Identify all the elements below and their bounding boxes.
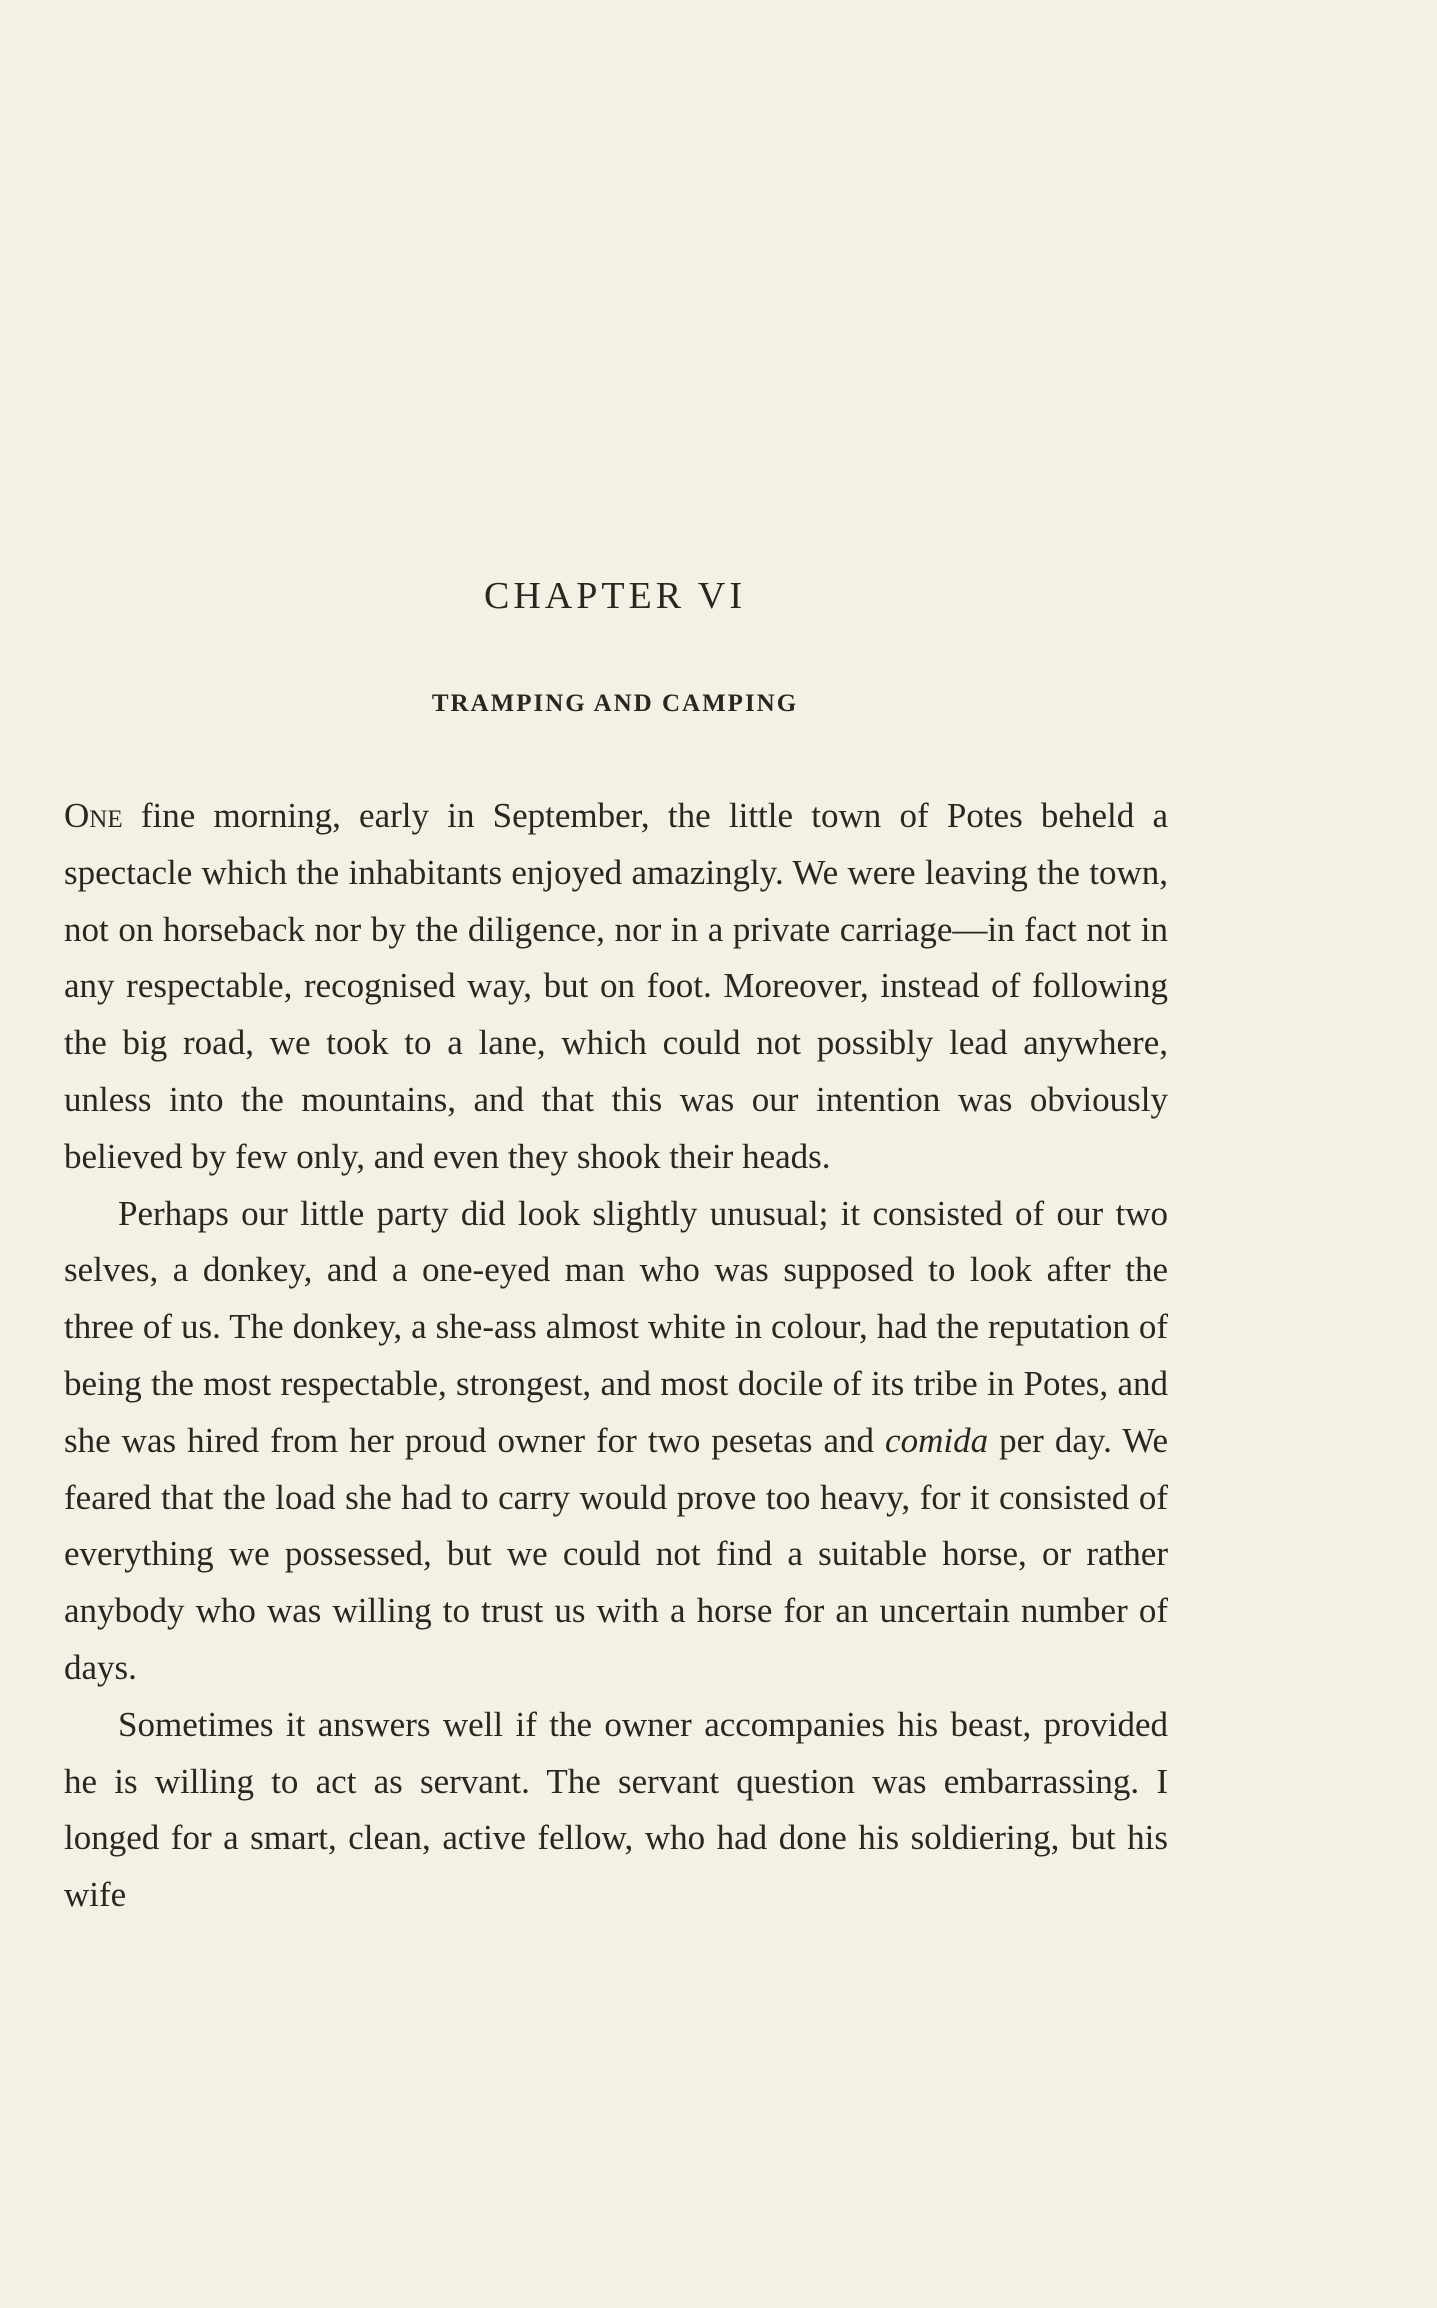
paragraph-text: per day. We feared that the load she had to carry would prove too heavy, for it consisted of everything we possessed, but we could not find a suitable horse, or rather anybody who was willing to trust us with a horse for an uncertain number of days. [64,1420,1168,1687]
paragraph-1 [64,788,1168,1186]
paragraph-text: Sometimes it answers well if the owner accompanies his beast, provided he is willing to act as servant. The servant question was embarrassing. I longed for a smart, clean, active fellow, who had done his soldiering, but his wife [64,1704,1168,1915]
paragraph-2 [64,1186,1168,1697]
chapter-title: CHAPTER VI [483,575,747,617]
paragraph-text: fine morning, early in September, the little town of Potes beheld a spectacle which the inhabitants enjoyed amazingly. We were leaving the town, not on horseback nor by the diligence, nor in a private carriage—in fact not in any respectable, recognised way, but on foot. Moreover, instead of following the big road, we took to a lane, which could not possibly lead anywhere, unless into the mountains, and that this was our intention was obviously believed by few only, and even they shook their heads. [64,796,1168,1176]
paragraph-3 [64,1697,1168,1924]
italic-word: comida [885,1420,989,1460]
paragraph-lead-word: One [64,796,123,835]
chapter-subtitle: TRAMPING AND CAMPING [431,690,799,717]
paragraph-text: Perhaps our little party did look slightly unusual; it consisted of our two selves, a donkey, and a one-eyed man who was supposed to look after the three of us. The donkey, a she-ass almost white in colour, had the reputation of being the most respectable, strongest, and most docile of its tribe in Potes, and she was hired from her proud owner for two pesetas and [64,1193,1168,1460]
chapter-text [64,788,1168,1924]
